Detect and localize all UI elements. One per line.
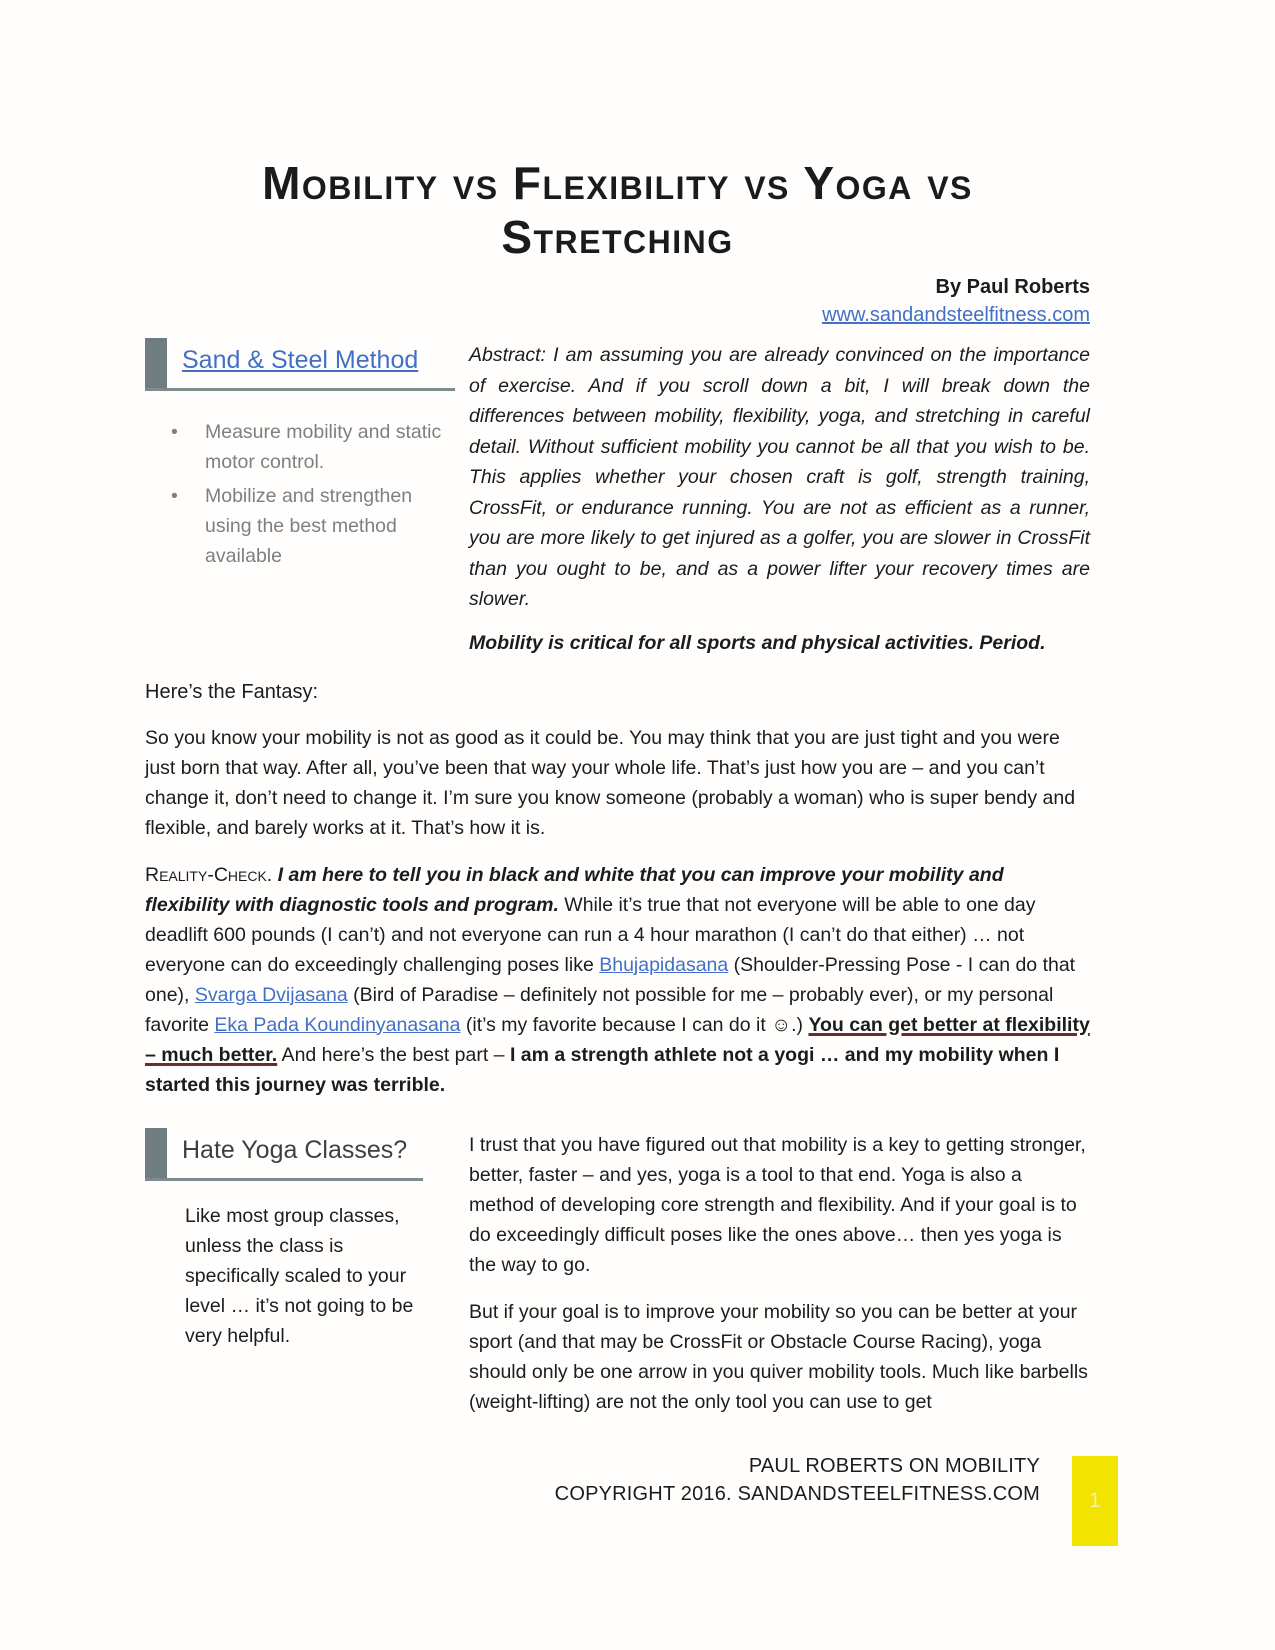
bullet-text: • Mobilize and strengthen using the best method available	[205, 485, 413, 567]
method-heading-link[interactable]: Sand & Steel Method	[182, 346, 419, 374]
fantasy-heading: Here’s the Fantasy:	[145, 680, 319, 703]
page-number: 1	[1089, 1489, 1101, 1512]
yoga-paragraph-2: But if your goal is to improve your mobility so you can be better at your sport (and that may be CrossFit or Obstacle Course Racing), yoga should only be one arrow in you quiver mobility tools. Much like barbells (weight-lifting) are not the only tool you can use to get	[469, 1300, 1088, 1413]
footer-line-2: COPYRIGHT 2016. SANDANDSTEELFITNESS.COM	[554, 1483, 1040, 1505]
abstract-emphasis: Mobility is critical for all sports and physical activities. Period.	[469, 631, 1046, 654]
reality-text: (it’s my favorite because I can do it ☺.)	[460, 1013, 809, 1036]
page-title: Mobility vs Flexibility vs Yoga vs Stretching	[262, 157, 973, 263]
page-content	[0, 156, 1275, 1417]
section-method-and-abstract	[145, 338, 1090, 658]
website-link[interactable]: www.sandandsteelfitness.com	[822, 304, 1090, 326]
bullet-text: • Measure mobility and static motor control.	[205, 421, 442, 473]
abstract-paragraph: Abstract: I am assuming you are already convinced on the importance of exercise. And if you scroll down a bit, I will break down the differences between mobility, flexibility, yoga, and stretching in careful detail. Without sufficient mobility you cannot be all that you wish to be. This applies whether your chosen craft is golf, strength training, CrossFit, or endurance running. You are not as efficient as a runner, you are more likely to get injured as a golfer, you are slower in CrossFit than you ought to be, and as a power lifter your recovery times are slower.	[469, 344, 1090, 610]
list-item	[171, 417, 443, 477]
reality-text: (Bird of Paradise – definitely not possible for me – probably ever), or my personal favorite	[145, 983, 1054, 1036]
yoga-heading: Hate Yoga Classes?	[182, 1135, 408, 1164]
reality-text: (Shoulder-Pressing Pose - I can do that one),	[145, 953, 1076, 1006]
method-bullet-list	[145, 417, 443, 571]
pose-link-bhujapidasana[interactable]: Bhujapidasana	[599, 953, 729, 976]
yoga-callout	[145, 1128, 423, 1181]
reality-bold-intro: I am here to tell you in black and white that you can improve your mobility and flexibility with diagnostic tools and program.	[145, 863, 1004, 916]
list-item	[171, 481, 443, 571]
reality-text: And here’s the best part –	[277, 1043, 510, 1066]
method-callout	[145, 338, 455, 391]
pose-link-svarga-dvijasana[interactable]: Svarga Dvijasana	[194, 983, 348, 1006]
yoga-column	[455, 1128, 1090, 1417]
yoga-paragraph-1: I trust that you have figured out that mobility is a key to getting stronger, better, faster – and yes, yoga is a tool to that end. Yoga is also a method of developing core strength and flexibility. And if your goal is to do exceedingly difficult poses like the ones above… then yes yoga is the way to go.	[469, 1133, 1086, 1276]
page-number-badge	[1072, 1456, 1118, 1546]
byline: By Paul Roberts	[935, 276, 1090, 298]
reality-underlined-claim: You can get better at flexibility – much better.	[145, 1013, 1090, 1066]
footer-line-1: PAUL ROBERTS ON MOBILITY	[748, 1455, 1040, 1477]
website-link-row	[145, 302, 1090, 328]
footer-text	[555, 1452, 1040, 1508]
abstract-column	[455, 338, 1090, 658]
section-yoga	[145, 1128, 1090, 1417]
method-sidebar	[145, 338, 455, 575]
accent-bar	[145, 1128, 167, 1178]
yoga-side-note: Like most group classes, unless the class is specifically scaled to your level … it’s not going to be very helpful.	[185, 1204, 414, 1347]
pose-link-eka-pada-koundinyanasana[interactable]: Eka Pada Koundinyanasana	[214, 1013, 461, 1036]
accent-bar	[145, 338, 167, 388]
fantasy-paragraph: So you know your mobility is not as good as it could be. You may think that you are just tight and you were just born that way. After all, you’ve been that way your whole life. That’s just how you are – and you can’t change it, don’t need to change it. I’m sure you know someone (probably a woman) who is super bendy and flexible, and barely works at it. That’s how it is.	[145, 726, 1076, 839]
reality-text: While it’s true that not everyone will be able to one day deadlift 600 pounds (I can’t) and not everyone can run a 4 hour marathon (I can’t do that either) … not everyone can do exceedingly challenging poses like	[145, 893, 1036, 976]
yoga-sidebar	[145, 1128, 455, 1351]
page-footer	[0, 1452, 1275, 1546]
reality-check-paragraph	[145, 860, 1090, 1100]
reality-bold-ending: I am a strength athlete not a yogi … and my mobility when I started this journey was terrible.	[145, 1043, 1060, 1096]
reality-check-label: Reality-Check.	[145, 863, 273, 886]
